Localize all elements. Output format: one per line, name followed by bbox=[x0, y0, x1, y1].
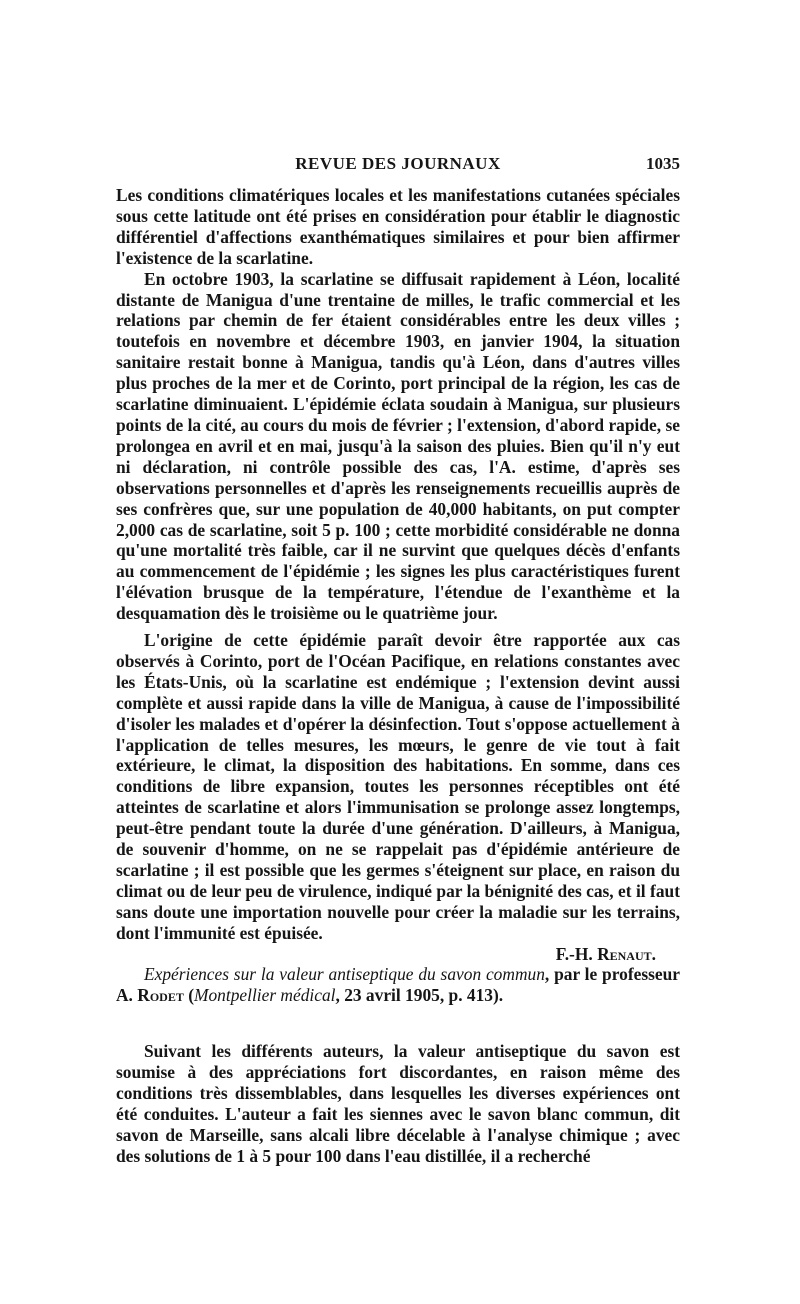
signature-name: Renaut. bbox=[597, 943, 656, 964]
body-paragraph: Suivant les différents auteurs, la valeur antiseptique du savon est soumise à des appréciations fort discordantes, en raison même des conditions très dissemblables, dans lesquelles les diverses expériences ont été conduites. L'auteur a fait les siennes avec le savon blanc commun, dit savon de Marseille, sans alcali libre décelable à l'analyse chimique ; avec des solutions de 1 à 5 pour 100 dans l'eau distillée, il a recherché bbox=[116, 1041, 680, 1166]
page-header bbox=[116, 154, 680, 180]
article-heading: Expériences sur la valeur antiseptique du savon commun, par le professeur A. Rodet (Montpellier médical, 23 avril 1905, p. 413). bbox=[116, 964, 680, 1005]
running-title: REVUE DES JOURNAUX bbox=[295, 154, 501, 173]
article-author: Rodet bbox=[137, 984, 184, 1005]
text-block-top bbox=[116, 185, 680, 624]
article-title: Expériences sur la valeur antiseptique du savon commun bbox=[144, 964, 545, 984]
body-paragraph: En octobre 1903, la scarlatine se diffusait rapidement à Léon, localité distante de Manigua d'une trentaine de milles, le trafic commercial et les relations par chemin de fer étaient considérables entre les deux villes ; toutefois en novembre et décembre 1903, en janvier 1904, la situation sanitaire restait bonne à Manigua, tandis qu'à Léon, dans d'autres villes plus proches de la mer et de Corinto, port principal de la région, les cas de scarlatine diminuaient. L'épidémie éclata soudain à Manigua, sur plusieurs points de la cité, au cours du mois de février ; l'extension, d'abord rapide, se prolongea en avril et en mai, jusqu'à la saison des pluies. Bien qu'il n'y eut ni déclaration, ni contrôle possible des cas, l'A. estime, d'après ses observations personnelles et d'après les renseignements recueillis auprès de ses confrères que, sur une population de 40,000 habitants, on put compter 2,000 cas de scarlatine, soit 5 p. 100 ; cette morbidité considérable ne donna qu'une mortalité très faible, car il ne survint que quelques décès d'enfants au commencement de l'épidémie ; les signes les plus caractéristiques furent l'élévation brusque de la température, l'étendue de l'exanthème et la desquamation dès le troisième ou le quatrième jour. bbox=[116, 268, 680, 624]
text-block-middle bbox=[116, 630, 680, 965]
body-paragraph: Les conditions climatériques locales et les manifestations cutanées spéciales sous cette latitude ont été prises en considération pour établir le diagnostic différentiel d'affections exanthématiques similaires et pour bien affirmer l'existence de la scarlatine. bbox=[116, 185, 680, 268]
page-number: 1035 bbox=[646, 154, 680, 173]
signature bbox=[116, 944, 680, 965]
body-paragraph: L'origine de cette épidémie paraît devoir être rapportée aux cas observés à Corinto, port de l'Océan Pacifique, en relations constantes avec les États-Unis, où la scarlatine est endémique ; l'extension devint aussi complète et aussi rapide dans la ville de Manigua, à cause de l'impossibilité d'isoler les malades et d'opérer la désinfection. Tout s'oppose actuellement à l'application de telles mesures, les mœurs, le genre de vie tout à fait extérieure, le climat, la disposition des habitations. En somme, dans ces conditions de libre expansion, toutes les personnes réceptibles ont été atteintes de scarlatine et alors l'immunisation se prolonge assez longtemps, peut-être pendant toute la durée d'une génération. D'ailleurs, à Manigua, de souvenir d'homme, on ne se rappelait pas d'épidémie antérieure de scarlatine ; il est possible que les germes s'éteignent sur place, en raison du climat ou de leur peu de virulence, indiqué par la bénignité des cas, et il faut sans doute une importation nouvelle pour créer la maladie sur les terrains, dont l'immunité est épuisée. bbox=[116, 630, 680, 943]
journal-name: Montpellier médical bbox=[193, 984, 336, 1005]
signature-initials: F.-H. bbox=[555, 943, 598, 964]
text-block-bottom bbox=[116, 1041, 680, 1166]
